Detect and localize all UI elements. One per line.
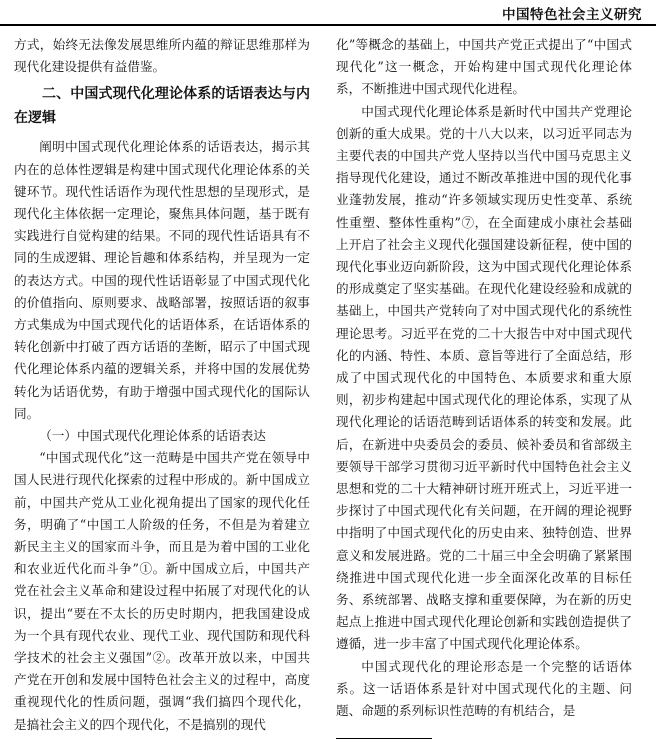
continued-paragraph: 方式，始终无法像发展思维所内蕴的辩证思维那样为现代化建设提供有益借鉴。: [14, 37, 310, 75]
paragraph-history: “中国式现代化”这一范畴是中国共产党在领导中国人民进行现代化探索的过程中形成的。新中国成立前，中国共产党从工业化视角提出了国家的现代化任务，明确了“中国工人阶级的任务，不但是为着建立新民主主义的国家而斗争，而且是为着中国的工业化和农业近代化而斗争”①。新中国成立后，中国共产党在社会主义革命和建设过程中拓展了对现代化的认识，提出“要在不太长的历史时期内，把我国建设成为一个具有现代农业、现代工业、现代国防和现代科学技术的社会主义强国”②。改革开放以来，中国共产党在开创和发展中国特色社会主义的过程中，高度重视现代化的性质问题，强调“我们搞四个现代化，是搞社会主义的四个现代化，不是搞别的现代: [14, 450, 310, 732]
running-header: [0, 0, 656, 26]
continued-paragraph: 化”等概念的基础上，中国共产党正式提出了“中国式现代化”这一概念，开始构建中国式现代化理论体系，不断推进中国式现代化进程。: [336, 37, 632, 97]
journal-title: 中国特色社会主义研究: [502, 7, 642, 23]
paragraph-new-era: 中国式现代化理论体系是新时代中国共产党理论创新的重大成果。党的十八大以来，以习近平同志为主要代表的中国共产党人坚持以当代中国马克思主义指导现代化建设，通过不断改革推进中国的现代化事业蓬勃发展，推动“许多领域实现历史性变革、系统性重塑、整体性重构”⑦，在全面建成小康社会基础上开启了社会主义现代化强国建设新征程，使中国的现代化事业迈向新阶段，这为中国式现代化理论体系的形成奠定了坚实基础。在现代化建设经验和成就的基础上，中国共产党转向了对中国式现代化的系统性理论思考。习近平在党的二十大报告中对中国式现代化的内涵、特性、本质、意旨等进行了全面总结，形成了中国式现代化的中国特色、本质要求和重大原则，初步构建起中国式现代化的理论体系，实现了从现代化理论的话语范畴到话语体系的转变和发展。此后，在新进中央委员会的委员、候补委员和省部级主要领导干部学习贯彻习近平新时代中国特色社会主义思想和党的二十大精神研讨班开班式上，习近平进一步探讨了中国式现代化有关问题，在开阔的理论视野中指明了中国式现代化的历史由来、独特创造、世界意义和发展进路。党的二十届三中全会明确了紧紧围绕推进中国式现代化进一步全面深化改革的目标任务、系统部署、战略支撑和重要保障，为在新的历史起点上推进中国式现代化理论创新和实践创造提供了遵循，进一步丰富了中国式现代化理论体系。: [336, 103, 632, 652]
left-column: [14, 34, 310, 736]
section-heading: 二、中国式现代化理论体系的话语表达与内在逻辑: [14, 86, 310, 127]
paragraph-discourse-system: 中国式现代化的理论形态是一个完整的话语体系。这一话语体系是针对中国式现代化的主题、问题、命题的系列标识性范畴的有机结合，是: [336, 658, 632, 719]
footnote-rule: [336, 738, 432, 739]
subsection-heading: （一）中国式现代化理论体系的话语表达: [39, 428, 266, 444]
paragraph-intro: 阐明中国式现代化理论体系的话语表达，揭示其内在的总体性逻辑是构建中国式现代化理论体系的关键环节。现代性话语作为现代性思想的呈现形式，是现代化主体依据一定理论，聚焦具体问题，基于既有实践进行自觉构建的结果。不同的现代性话语具有不同的生成逻辑、理论旨趣和体系结构，并呈现为一定的表达方式。中国的现代性话语彰显了中国式现代化的价值指向、原则要求、战略部署，按照话语的叙事方式集成为中国式现代化的话语体系，在话语体系的转化创新中打破了西方话语的垄断，昭示了中国式现代化理论体系内蕴的逻辑关系，并将中国的发展优势转化为话语优势，有助于增强中国式现代化的国际认同。: [14, 139, 310, 421]
right-column: [336, 34, 632, 722]
header-rule: [0, 24, 656, 26]
